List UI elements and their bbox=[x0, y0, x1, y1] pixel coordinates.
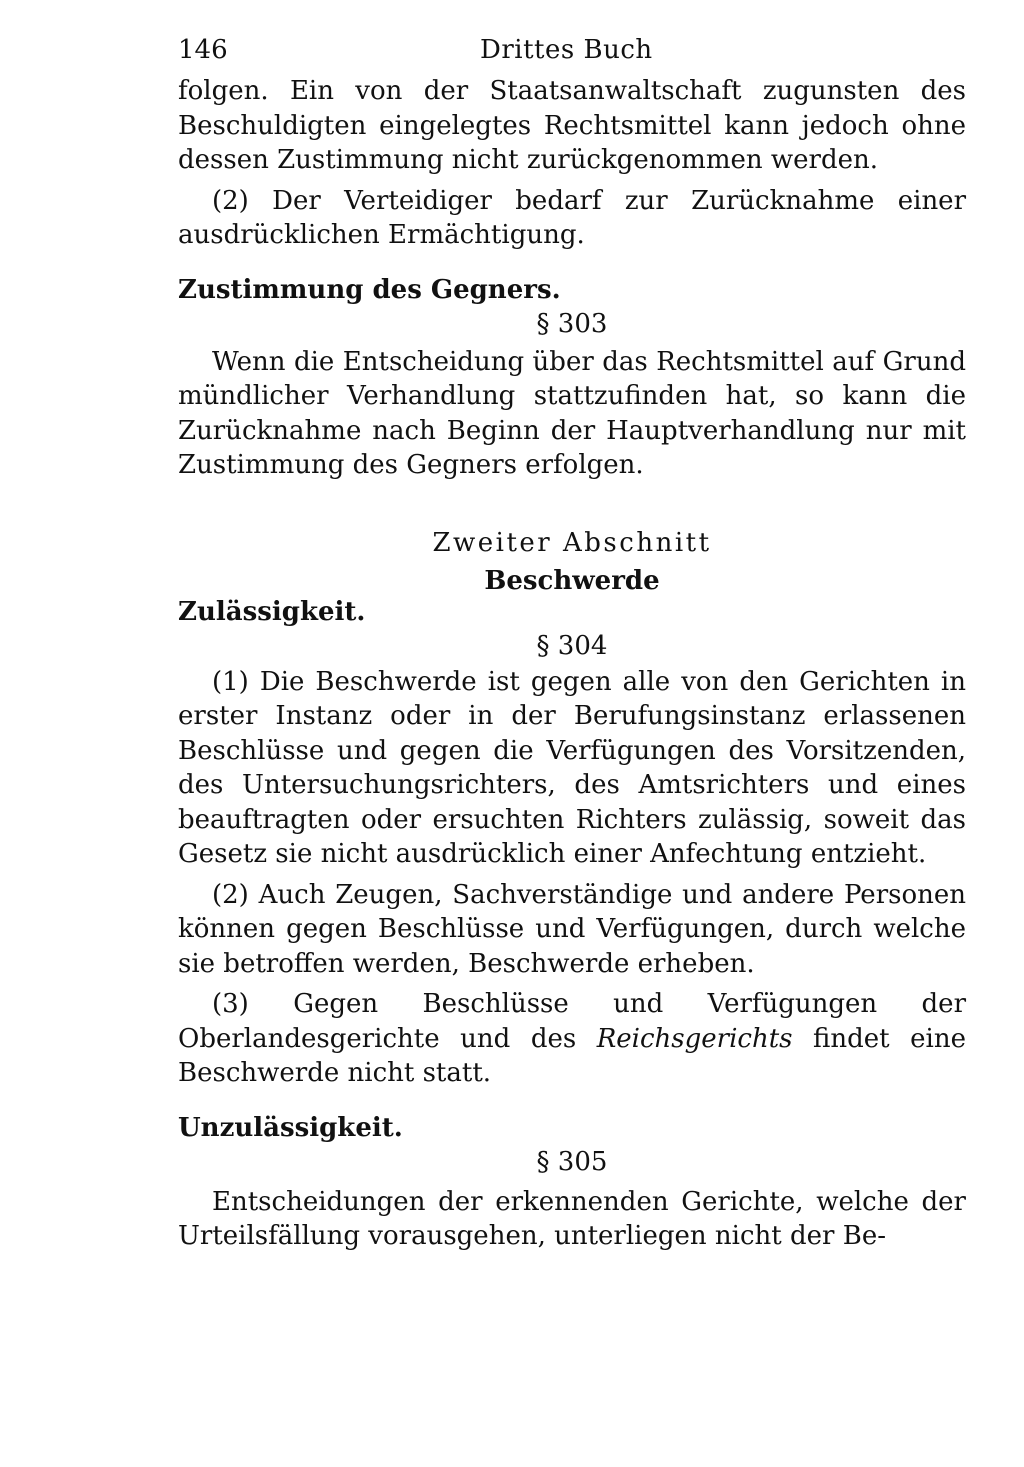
running-head: Drittes Buch bbox=[480, 35, 653, 65]
paragraph-304-3-part-a: (3) Gegen Beschlüsse und Verfügungen der Oberlandesgerichte und des bbox=[178, 989, 966, 1054]
paragraph-303: Wenn die Entscheidung über das Rechtsmittel auf Grund mündlicher Verhandlung stattzufinden hat, so kann die Zurücknahme nach Beginn der Hauptverhandlung nur mit Zustimmung des Gegners erfolgen. bbox=[178, 346, 966, 480]
side-heading-305: Unzulässigkeit. bbox=[178, 1112, 403, 1143]
side-heading-304: Zulässigkeit. bbox=[178, 596, 366, 627]
section-mark-305: § 305 bbox=[536, 1146, 608, 1177]
paragraph-305: Entscheidungen der erkennenden Gerichte, welche der Urteilsfällung vorausgehen, unterliegen nicht der Be- bbox=[178, 1186, 966, 1251]
chapter-label: Zweiter Abschnitt bbox=[432, 527, 712, 558]
paragraph-continuation: folgen. Ein von der Staatsanwaltschaft zugunsten des Beschuldigten eingelegtes Rechtsmittel kann jedoch ohne dessen Zustimmung nicht zurückgenommen werden. bbox=[178, 76, 966, 175]
paragraph-302-2: (2) Der Verteidiger bedarf zur Zurücknahme einer ausdrücklichen Ermächtigung. bbox=[178, 185, 966, 250]
paragraph-304-2: (2) Auch Zeugen, Sachverständige und andere Personen können gegen Beschlüsse und Verfügungen, durch welche sie betroffen werden, Beschwerde erheben. bbox=[178, 879, 966, 979]
page-number: 146 bbox=[178, 35, 228, 65]
document-page bbox=[178, 30, 966, 1254]
chapter-title: Beschwerde bbox=[484, 565, 660, 596]
reichsgerichts-italic: Reichsgerichts bbox=[596, 1023, 793, 1054]
paragraph-304-3-part-c: findet eine Beschwerde nicht statt. bbox=[178, 1023, 966, 1088]
paragraph-304-3 bbox=[178, 987, 966, 1091]
page-header bbox=[178, 30, 966, 74]
paragraph-304-1: (1) Die Beschwerde ist gegen alle von den Gerichten in erster Instanz oder in der Berufungsinstanz erlassenen Beschlüsse und gegen die Verfügungen des Vorsitzenden, des Untersuchungsrichters, des Amtsrichters und eines beauftragten oder ersuchten Richters zulässig, soweit das Gesetz sie nicht ausdrücklich einer Anfechtung entzieht. bbox=[178, 666, 966, 869]
section-mark-304: § 304 bbox=[536, 630, 608, 661]
section-mark-303: § 303 bbox=[536, 308, 608, 339]
side-heading-303: Zustimmung des Gegners. bbox=[178, 274, 561, 305]
